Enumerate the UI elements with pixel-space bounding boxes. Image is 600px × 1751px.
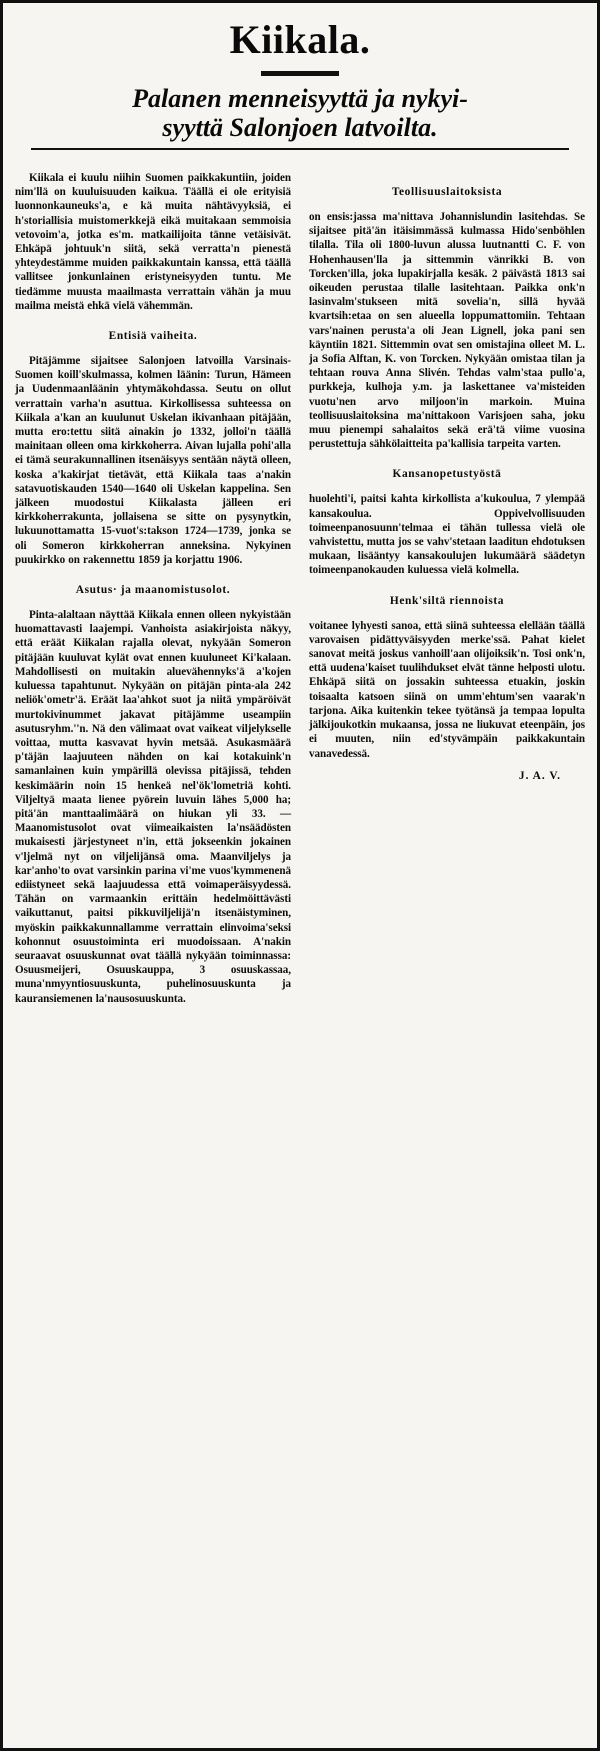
section-paragraph: on ensis:jassa ma'nittava Johannislundin lasitehdas. Se sijaitsee pitä'än itäisimmässä kulmassa Hido'senböhlen tilalla. Tila oli 1800-luvun alussa luutnantti C. F. von Hohenhausen'lla ja sittemmin vänrikki B. von Torcken'illa, joka lupakirjalla kesäk. 2 päivästä 1813 sai oikeuden perustaa tilalle lasitehtaan. Paikka onk'n lasinvalm'stukseen mitä sovelia'n, sillä hyvää kvartsih:etaa on sen alueella loppumattomiin. Tehtaan vars'nainen perusta'a oli Jean Lignell, joka pani sen käyntiin 1821. Sittemmin ovat sen omistajina olleet M. L. ja Sofia Alftan, K. von Torcken. Nykyään omistaa tilan ja tehtaan rouva Anna Slivén. Tehdas valm'staa pullo'a, purkkeja, kulhoja y.m. ja laskettanee va'misteiden vuotu'nen arvo miljoon'in markoin. Muina teollisuuslaitoksina ma'nittakoon Varisjoen saha, joku muu pienempi sahalaitos sekä erä'tä viime vuosina perustettuja sähkölaitteita pa'kallisia tarpeita varten.: [309, 211, 585, 451]
section-heading-kansanopetustyosta: Kansanopetustyöstä: [392, 468, 502, 481]
section-paragraph: Pitäjämme sijaitsee Salonjoen latvoilla Varsinais-Suomen koill'skulmassa, kolmen läänin: Turun, Hämeen ja Uudenmaanläänin yhtymäkohdassa. Seutu on ollut verrattain varha'n asuttua. Kirkollisessa suhteessa on Kiikala a'kan an kuulunut Uskelan ikivanhaan pitäjään, mutta ero:tettu siitä ainakin jo 1332, jolloi'n täällä mainitaan olleen oma kirkkoherra. Aivan lujalla pohi'alla ei tämä seurakunnallinen itsenäisyys sentään näytä olleen, koska a'kakirjat tietävät, että Kiikala taas a'nakin satavuotiskauden 1540—1640 oli Uskelan kappelina. Sen jälkeen muodostui Kiikalasta jälleen eri kirkkoherrakunta, jollaisena se sitte on pysynytkin, lukuunottamatta 15-vuot's:takson 1724—1739, jonka se oli Someron kirkkoherran anneksina. Nykyinen puukirkko on rakennettu 1859 ja korjattu 1906.: [15, 355, 291, 566]
intro-paragraph: Kiikala ei kuulu niihin Suomen paikkakuntiin, joiden nim'llä on kuuluisuuden kaikua. Täällä ei ole erityisiä luonnonkauneuks'a, e kä muita nähtävyyksiä, ei h'storiallisia muistomerkkejä eikä muitakaan semmoisia vetovoim'a, jotka es'm. matkailijoita tänne vetäisivät. Ehkäpä johtuuk'n siitä, sekä verratta'n pienestä yhteydestämme muiden paikkakuntain kanssa, että täällä vallitsee jonkunlainen eristyneisyyden tuntu. Me tiedämme muusta maailmasta verrattain vähän ja muu mailma meistä ehkä vielä vähemmän.: [15, 172, 291, 312]
author-signature: J. A. V.: [518, 769, 561, 782]
section-heading-asutus-ja-maanomistusolot: Asutus· ja maanomistusolot.: [75, 584, 231, 597]
article-subtitle-line-1: Palanen menneisyyttä ja nykyi-: [132, 84, 468, 113]
section-paragraph: Pinta-alaltaan näyttää Kiikala ennen olleen nykyistään huomattavasti laajempi. Vanhoista asiakirjoista näkyy, että eräät Kiikalan rajalla olevat, nykyään Someron pitäjään kuuluvat kylät ovat ennen kuuluneet Ki'kalaan. Mahdollisesti on muitakin aluevähennyks'ä a'kojen kuluessa tapahtunut. Nykyään on pitäjän pinta-ala 242 neliök'ometr'ä. Eräät laa'ahkot suot ja niitä ympäröivät murtokivinummet jakavat pitäjämme useampiin asutusryhm.''n. Nä den välimaat ovat vaikeat viljelykselle voittaa, mutta kasvavat hyvin metsää. Asukasmäärä p'täjän laajuuteen nähden on kai kotakuink'n samanlainen kuin ympärillä olevissa pitäjissä, tehden keskimäärin noin 15 henkeä nel'ök'lometriä kohti. Viljeltyä maata lienee pyörein luvuin lähes 5,000 ha; pitä'än manttaalimäärä on hiukan yli 33. — Maanomistusolot ovat viimeaikaisten la'nsäädösten mukaisesti järjestyneet n'in, että jokseenkin jokainen v'ljelmä nyt on viljelijänsä oma. Maanviljelys ja kar'anho'to ovat varsinkin parina vi'me vuos'kymmenenä ediistyneet sekä laajuudessa että voimaperäisyydessä. Tähän on varmaankin erittäin hedelmöittävästi vaikuttanut, paitsi pikkuviljelijä'n itsenäistyminen, myöskin paikkakunnallamme verrattain elinvoima'seksi kohonnut osuustoiminta eri muodoissaan. A'nakin seuraavat osuuskunnat ovat täällä nykyään toiminnassa: Osuusmeijeri, Osuuskauppa, 3 osuuskassaa, muna'nmyyntiosuuskunta, puhelinosuuskunta ja kauransiemenen la'nausosuuskunta.: [15, 609, 291, 1005]
page-title: Kiikala.: [229, 17, 371, 62]
article-columns: [3, 171, 597, 1741]
section-heading-henkisista-riennoista: Henk'siltä riennoista: [389, 594, 505, 607]
newspaper-sheet: [3, 3, 597, 1748]
article-subtitle-line-2: syyttä Salonjoen latvoilta.: [162, 113, 438, 143]
column-left: [15, 171, 300, 1741]
article-subtitle: [27, 84, 573, 142]
section-paragraph: huolehti'i, paitsi kahta kirkollista a'kukoulua, 7 ylempää kansakoulua. Oppivelvollisuuden toimeenpanosuunn'telmaa ei tähän tullessa vielä ole vahvistettu, mutta jos se vahv'stetaan laaditun ehdotuksen mukaan, lisääntyy kansakoulujen lukumäärä säädetyn toimeenpanokauden kuluessa vielä kolmella.: [309, 493, 585, 577]
column-right: [300, 171, 585, 1741]
section-paragraph: voitanee lyhyesti sanoa, että siinä suhteessa elellään täällä varovaisen pidättyväisyyden merke'ssä. Pahat kielet sanovat meitä joskus vanhoill'aan olijoiksik'n. Tosi onk'n, että uudena'kaiset tuulihdukset elvät tänne helposti ulotu. Ehkäpä siitä on jossakin suhteessa etuakin, joskin toisaalta katsoen siinä on umm'ehtum'sen vaarak'n tarjona. Aika kuitenkin tekee työtänsä ja tempaa lopulta jälkijoukotkin mukaansa, jossa ne liukuvat eteenpäin, jos ei muuten, niin ed'styvämpäin paikkakuntain vanavedessä.: [309, 619, 585, 760]
title-divider: [261, 71, 339, 76]
section-heading-entisia-vaiheita: Entisiä vaiheita.: [108, 330, 198, 343]
section-heading-teollisuuslaitoksista: Teollisuuslaitoksista: [391, 186, 503, 198]
masthead-divider: [31, 148, 569, 150]
masthead: [3, 3, 597, 150]
